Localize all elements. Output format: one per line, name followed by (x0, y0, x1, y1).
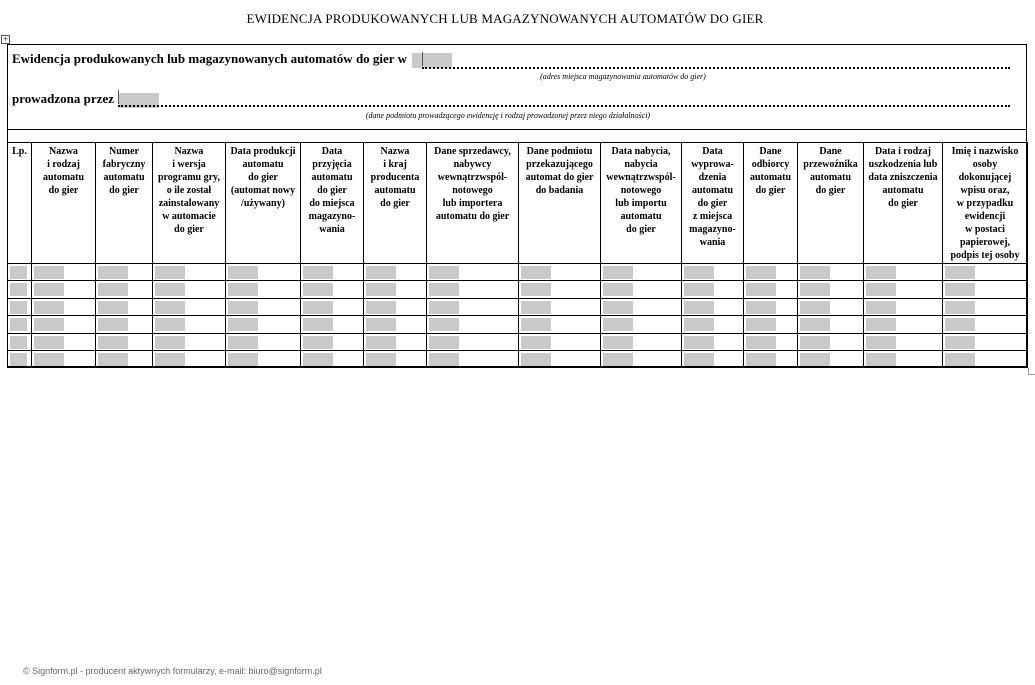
keeper-label: prowadzona przez (12, 91, 114, 106)
column-header: Data nabycia, nabycia wewnątrzwspól- notowego lub importu automatu do gier (601, 143, 682, 264)
table-cell (301, 298, 364, 315)
cell-input[interactable] (303, 266, 333, 279)
cell-input[interactable] (303, 301, 333, 314)
cell-input[interactable] (945, 266, 975, 279)
column-header: Dane sprzedawcy, nabywcy wewnątrzwspól- notowego lub importera automatu do gier (427, 143, 519, 264)
table-cell (519, 281, 601, 298)
table-cell (744, 316, 798, 333)
column-header: Nazwa i wersja programu gry, o ile został zainstalowany w automacie do gier (153, 143, 226, 264)
cell-input[interactable] (684, 336, 714, 349)
cell-input[interactable] (866, 266, 896, 279)
cell-input[interactable] (155, 353, 185, 366)
keeper-cursor-bar (118, 90, 119, 104)
table-row (8, 298, 1028, 315)
cell-input[interactable] (521, 336, 551, 349)
table-cell (8, 333, 32, 350)
table-cell (798, 316, 864, 333)
table-cell (153, 333, 226, 350)
cell-input[interactable] (945, 353, 975, 366)
table-cell (864, 298, 943, 315)
table-cell (682, 264, 744, 281)
cell-input[interactable] (684, 283, 714, 296)
table-cell (943, 350, 1028, 367)
table-cell (32, 316, 96, 333)
document-title: EWIDENCJA PRODUKOWANYCH LUB MAGAZYNOWANYCH AUTOMATÓW DO GIER (246, 11, 764, 26)
table-cell (519, 350, 601, 367)
cell-input[interactable] (366, 266, 396, 279)
cell-input[interactable] (800, 353, 830, 366)
cell-input[interactable] (866, 301, 896, 314)
form-header (8, 45, 1026, 129)
cell-input[interactable] (429, 283, 459, 296)
cell-input[interactable] (10, 301, 27, 314)
register-table (7, 142, 1028, 368)
cell-input[interactable] (303, 283, 333, 296)
table-cell (364, 333, 427, 350)
cell-input[interactable] (155, 283, 185, 296)
cell-input[interactable] (155, 336, 185, 349)
location-input[interactable] (412, 53, 452, 68)
cell-input[interactable] (228, 353, 258, 366)
cell-input[interactable] (303, 336, 333, 349)
table-cell (427, 298, 519, 315)
cell-input[interactable] (228, 318, 258, 331)
table-cell (32, 350, 96, 367)
table-cell (943, 281, 1028, 298)
table-cell (798, 264, 864, 281)
cell-input[interactable] (366, 301, 396, 314)
cell-input[interactable] (945, 336, 975, 349)
table-cell (8, 298, 32, 315)
table-cell (943, 298, 1028, 315)
table-cell (226, 316, 301, 333)
cell-input[interactable] (603, 318, 633, 331)
table-cell (798, 333, 864, 350)
footer-credit: © Signform.pl - producent aktywnych formularzy, e-mail: biuro@signform.pl (23, 666, 322, 676)
table-cell (519, 316, 601, 333)
cell-input[interactable] (34, 283, 64, 296)
table-cell (427, 350, 519, 367)
column-header: Data wyprowa- dzenia automatu do gier z miejsca magazyno- wania (682, 143, 744, 264)
table-cell (301, 264, 364, 281)
table-cell (682, 316, 744, 333)
cell-input[interactable] (746, 336, 776, 349)
cell-input[interactable] (34, 318, 64, 331)
table-cell (226, 333, 301, 350)
cell-input[interactable] (684, 318, 714, 331)
table-row (8, 264, 1028, 281)
table-cell (744, 264, 798, 281)
table-cell (96, 350, 153, 367)
cell-input[interactable] (866, 318, 896, 331)
table-cell (744, 298, 798, 315)
cell-input[interactable] (866, 353, 896, 366)
table-cell (96, 281, 153, 298)
table-cell (601, 264, 682, 281)
table-cell (153, 350, 226, 367)
cell-input[interactable] (945, 283, 975, 296)
column-header: Data produkcji automatu do gier (automat nowy /używany) (226, 143, 301, 264)
cell-input[interactable] (521, 353, 551, 366)
table-cell (301, 350, 364, 367)
table-cell (226, 264, 301, 281)
table-cell (744, 281, 798, 298)
table-cell (32, 298, 96, 315)
table-cell (519, 333, 601, 350)
cell-input[interactable] (34, 301, 64, 314)
table-cell (226, 281, 301, 298)
cell-input[interactable] (429, 318, 459, 331)
cell-input[interactable] (34, 353, 64, 366)
table-cell (32, 281, 96, 298)
cell-input[interactable] (155, 266, 185, 279)
table-cell (153, 298, 226, 315)
column-header: Imię i nazwisko osoby dokonującej wpisu oraz, w przypadku ewidencji w postaci papierowej, podpis tej osoby (943, 143, 1028, 264)
column-header: Numer fabryczny automatu do gier (96, 143, 153, 264)
table-cell (427, 333, 519, 350)
location-hint: (adres miejsca magazynowania automatów do gier) (540, 72, 706, 81)
cell-input[interactable] (98, 336, 128, 349)
table-cell (8, 316, 32, 333)
table-cell (32, 333, 96, 350)
table-resize-handle[interactable] (1028, 368, 1035, 375)
table-cell (8, 350, 32, 367)
cell-input[interactable] (155, 301, 185, 314)
column-header: Nazwa i rodzaj automatu do gier (32, 143, 96, 264)
cell-input[interactable] (228, 301, 258, 314)
table-cell (744, 350, 798, 367)
table-cell (943, 316, 1028, 333)
cell-input[interactable] (228, 283, 258, 296)
table-cell (226, 298, 301, 315)
cell-input[interactable] (800, 336, 830, 349)
cell-input[interactable] (10, 283, 27, 296)
form-frame (7, 44, 1027, 367)
table-row (8, 333, 1028, 350)
cell-input[interactable] (429, 266, 459, 279)
table-cell (153, 316, 226, 333)
cell-input[interactable] (603, 353, 633, 366)
table-cell (301, 316, 364, 333)
table-cell (682, 333, 744, 350)
table-cell (32, 264, 96, 281)
cell-input[interactable] (800, 283, 830, 296)
table-cell (96, 264, 153, 281)
table-cell (8, 264, 32, 281)
table-cell (301, 281, 364, 298)
cell-input[interactable] (800, 318, 830, 331)
column-header: Dane odbiorcy automatu do gier (744, 143, 798, 264)
cell-input[interactable] (98, 266, 128, 279)
cell-input[interactable] (10, 318, 27, 331)
cell-input[interactable] (746, 301, 776, 314)
table-cell (601, 350, 682, 367)
cell-input[interactable] (684, 266, 714, 279)
cell-input[interactable] (34, 266, 64, 279)
table-cell (364, 281, 427, 298)
table-cell (8, 281, 32, 298)
column-header: Dane przewoźnika automatu do gier (798, 143, 864, 264)
location-cursor-bar (422, 52, 423, 66)
table-cell (364, 316, 427, 333)
table-cell (427, 264, 519, 281)
cell-input[interactable] (603, 336, 633, 349)
table-cell (682, 281, 744, 298)
table-cell (601, 316, 682, 333)
cell-input[interactable] (945, 301, 975, 314)
table-cell (682, 350, 744, 367)
cell-input[interactable] (800, 266, 830, 279)
table-cell (798, 298, 864, 315)
table-cell (96, 298, 153, 315)
cell-input[interactable] (603, 301, 633, 314)
cell-input[interactable] (34, 336, 64, 349)
location-label: Ewidencja produkowanych lub magazynowanych automatów do gier w (12, 51, 407, 66)
keeper-hint: (dane podmiotu prowadzącego ewidencję i rodzaj prowadzonej przez niego działalności) (365, 111, 651, 120)
table-cell (682, 298, 744, 315)
cell-input[interactable] (746, 353, 776, 366)
cell-input[interactable] (228, 266, 258, 279)
cell-input[interactable] (603, 283, 633, 296)
cell-input[interactable] (746, 318, 776, 331)
cell-input[interactable] (155, 318, 185, 331)
location-line (12, 51, 452, 68)
cell-input[interactable] (98, 353, 128, 366)
table-cell (601, 333, 682, 350)
column-header: Nazwa i kraj producenta automatu do gier (364, 143, 427, 264)
cell-input[interactable] (866, 283, 896, 296)
cell-input[interactable] (746, 266, 776, 279)
table-cell (943, 333, 1028, 350)
table-row (8, 316, 1028, 333)
cell-input[interactable] (366, 336, 396, 349)
table-header-row (8, 143, 1028, 264)
column-header: Lp. (8, 143, 32, 264)
table-cell (519, 298, 601, 315)
column-header: Dane podmiotu przekazującego automat do gier do badania (519, 143, 601, 264)
cell-input[interactable] (98, 301, 128, 314)
table-cell (798, 350, 864, 367)
table-cell (364, 350, 427, 367)
cell-input[interactable] (10, 266, 27, 279)
table-cell (798, 281, 864, 298)
column-header: Data i rodzaj uszkodzenia lub data zniszczenia automatu do gier (864, 143, 943, 264)
cell-input[interactable] (521, 318, 551, 331)
table-cell (519, 264, 601, 281)
separator (8, 129, 1026, 130)
cell-input[interactable] (98, 283, 128, 296)
cell-input[interactable] (10, 336, 27, 349)
cell-input[interactable] (521, 301, 551, 314)
table-cell (744, 333, 798, 350)
table-cell (864, 316, 943, 333)
cell-input[interactable] (303, 318, 333, 331)
cell-input[interactable] (429, 301, 459, 314)
table-cell (864, 281, 943, 298)
column-header: Data przyjęcia automatu do gier do miejsca magazyno- wania (301, 143, 364, 264)
cell-input[interactable] (945, 318, 975, 331)
table-cell (601, 298, 682, 315)
keeper-dotted-line (118, 105, 1010, 107)
cell-input[interactable] (303, 353, 333, 366)
cell-input[interactable] (800, 301, 830, 314)
table-cell (226, 350, 301, 367)
table-cell (427, 316, 519, 333)
cell-input[interactable] (228, 336, 258, 349)
table-cell (427, 281, 519, 298)
table-cell (96, 333, 153, 350)
cell-input[interactable] (684, 301, 714, 314)
table-cell (601, 281, 682, 298)
cell-input[interactable] (98, 318, 128, 331)
cell-input[interactable] (866, 336, 896, 349)
table-move-handle-icon[interactable]: + (2, 35, 9, 43)
table-cell (864, 264, 943, 281)
location-dotted-line (422, 67, 1010, 69)
cell-input[interactable] (366, 283, 396, 296)
cell-input[interactable] (521, 266, 551, 279)
table-cell (301, 333, 364, 350)
cell-input[interactable] (684, 353, 714, 366)
cell-input[interactable] (10, 353, 27, 366)
table-cell (96, 316, 153, 333)
table-cell (153, 281, 226, 298)
table-row (8, 350, 1028, 367)
cell-input[interactable] (521, 283, 551, 296)
cell-input[interactable] (366, 353, 396, 366)
table-cell (864, 350, 943, 367)
table-cell (864, 333, 943, 350)
cell-input[interactable] (746, 283, 776, 296)
table-cell (364, 298, 427, 315)
cell-input[interactable] (429, 336, 459, 349)
table-cell (943, 264, 1028, 281)
cell-input[interactable] (603, 266, 633, 279)
cell-input[interactable] (429, 353, 459, 366)
table-cell (153, 264, 226, 281)
table-cell (364, 264, 427, 281)
table-row (8, 281, 1028, 298)
cell-input[interactable] (366, 318, 396, 331)
